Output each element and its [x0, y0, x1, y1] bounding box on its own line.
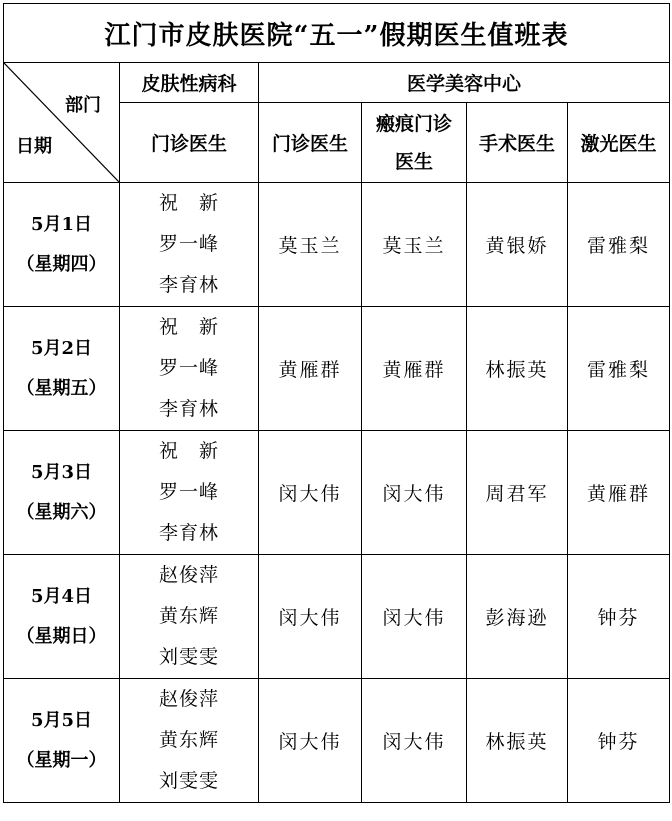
derm-doctor-name: 罗一峰 — [158, 481, 219, 503]
laser-doctor-cell: 雷雅梨 — [568, 183, 670, 307]
weekday-text: （星期一） — [16, 749, 107, 771]
date-text: 5月1日 — [30, 213, 93, 235]
scar-doctor-cell: 闵大伟 — [362, 431, 467, 555]
dept-label: 部门 — [65, 95, 101, 116]
table-row — [4, 431, 670, 555]
aesthetics-header: 医学美容中心 — [259, 63, 670, 103]
derm-doctors-cell — [120, 431, 259, 555]
laser-doctor-cell: 黄雁群 — [568, 431, 670, 555]
weekday-text: （星期五） — [16, 377, 107, 399]
laser-header: 激光医生 — [568, 103, 670, 183]
outpatient-doctor-cell: 闵大伟 — [259, 431, 362, 555]
scar-header-line1: 瘢痕门诊 — [375, 112, 452, 135]
derm-doctor-name: 祝 新 — [158, 440, 219, 462]
date-cell — [4, 431, 120, 555]
scar-doctor-cell: 莫玉兰 — [362, 183, 467, 307]
date-text: 5月4日 — [30, 585, 93, 607]
date-cell — [4, 307, 120, 431]
laser-doctor-cell: 钟芬 — [568, 555, 670, 679]
derm-doctors-cell — [120, 307, 259, 431]
table-title: 江门市皮肤医院“五一”假期医生值班表 — [4, 4, 670, 63]
derm-doctors-cell — [120, 183, 259, 307]
surgery-doctor-cell: 彭海逊 — [467, 555, 568, 679]
table-row — [4, 555, 670, 679]
duty-roster-table — [3, 3, 670, 803]
derm-doctor-name: 黄东辉 — [158, 605, 219, 627]
derm-doctor-name: 祝 新 — [158, 192, 219, 214]
scar-header-line2: 医生 — [394, 150, 433, 173]
surgery-doctor-cell: 林振英 — [467, 679, 568, 803]
derm-doctor-name: 刘雯雯 — [158, 646, 219, 668]
weekday-text: （星期六） — [16, 501, 107, 523]
laser-doctor-cell: 雷雅梨 — [568, 307, 670, 431]
scar-doctor-cell: 闵大伟 — [362, 555, 467, 679]
surgery-header: 手术医生 — [467, 103, 568, 183]
weekday-text: （星期四） — [16, 253, 107, 275]
surgery-doctor-cell: 周君军 — [467, 431, 568, 555]
outpatient-doctor-cell: 闵大伟 — [259, 555, 362, 679]
table-row — [4, 679, 670, 803]
date-cell — [4, 183, 120, 307]
date-cell — [4, 679, 120, 803]
date-text: 5月2日 — [30, 337, 93, 359]
derm-doctor-name: 罗一峰 — [158, 233, 219, 255]
outpatient-doctor-cell: 闵大伟 — [259, 679, 362, 803]
date-text: 5月5日 — [30, 709, 93, 731]
scar-outpatient-header — [362, 103, 467, 183]
derm-doctor-name: 李育林 — [158, 398, 219, 420]
derm-doctor-name: 赵俊萍 — [158, 564, 219, 586]
derm-doctor-name: 赵俊萍 — [158, 688, 219, 710]
surgery-doctor-cell: 黄银娇 — [467, 183, 568, 307]
derm-doctor-name: 罗一峰 — [158, 357, 219, 379]
diagonal-line — [4, 63, 119, 182]
date-text: 5月3日 — [30, 461, 93, 483]
derm-outpatient-header: 门诊医生 — [120, 103, 259, 183]
table-row — [4, 307, 670, 431]
diagonal-header-cell — [4, 63, 120, 183]
derm-doctor-name: 李育林 — [158, 274, 219, 296]
laser-doctor-cell: 钟芬 — [568, 679, 670, 803]
derm-doctor-name: 黄东辉 — [158, 729, 219, 751]
surgery-doctor-cell: 林振英 — [467, 307, 568, 431]
date-cell — [4, 555, 120, 679]
dermatology-header: 皮肤性病科 — [120, 63, 259, 103]
scar-doctor-cell: 黄雁群 — [362, 307, 467, 431]
derm-doctor-name: 祝 新 — [158, 316, 219, 338]
scar-doctor-cell: 闵大伟 — [362, 679, 467, 803]
table-row — [4, 183, 670, 307]
aes-outpatient-header: 门诊医生 — [259, 103, 362, 183]
date-label: 日期 — [16, 136, 52, 157]
derm-doctors-cell — [120, 679, 259, 803]
outpatient-doctor-cell: 莫玉兰 — [259, 183, 362, 307]
outpatient-doctor-cell: 黄雁群 — [259, 307, 362, 431]
derm-doctor-name: 刘雯雯 — [158, 770, 219, 792]
weekday-text: （星期日） — [16, 625, 107, 647]
derm-doctor-name: 李育林 — [158, 522, 219, 544]
derm-doctors-cell — [120, 555, 259, 679]
